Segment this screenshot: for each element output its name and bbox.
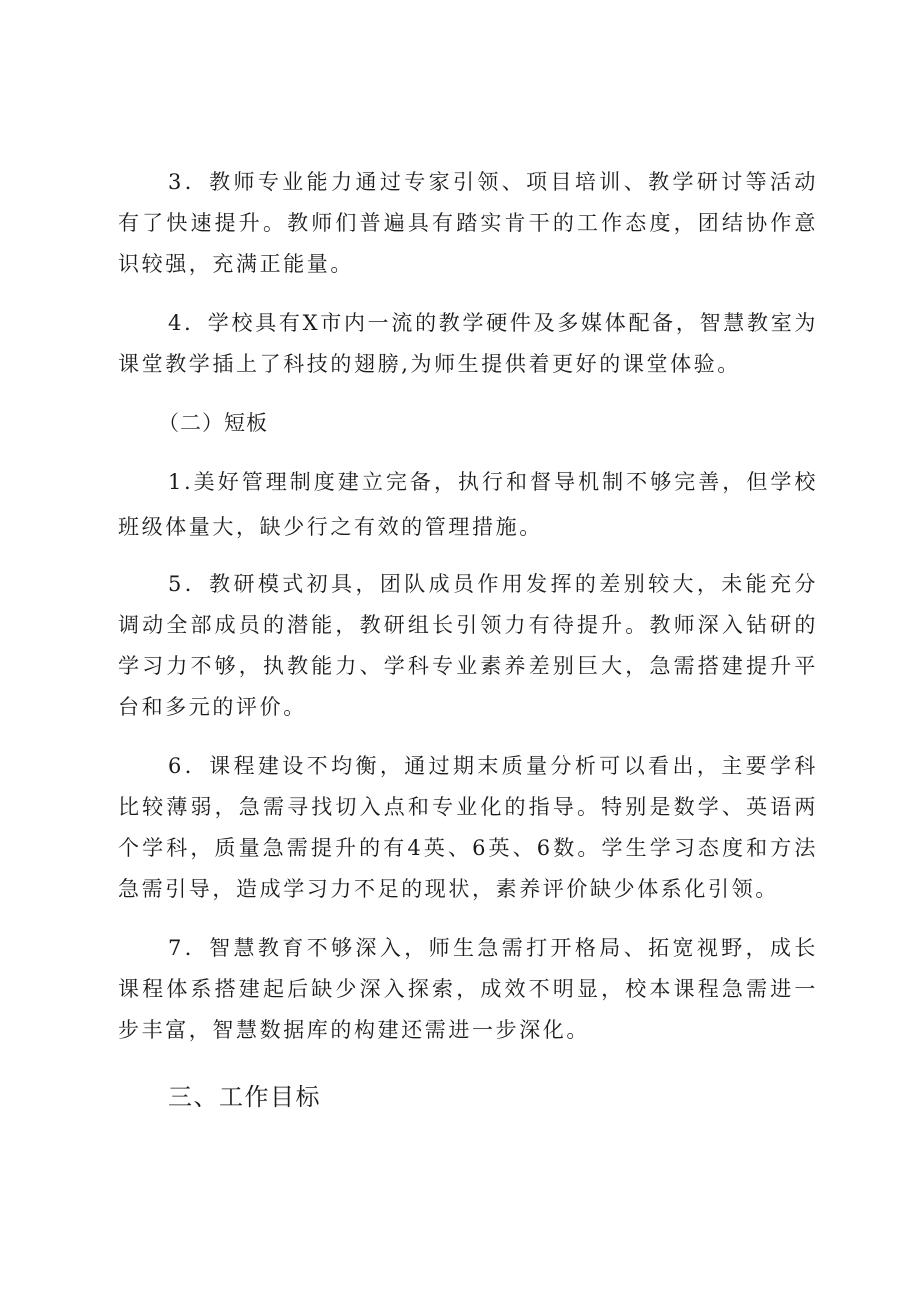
paragraph-shortcoming-5: 5．教研模式初具，团队成员作用发挥的差别较大，未能充分调动全部成员的潜能，教研组长引领力有待提升。教师深入钻研的学习力不够，执教能力、学科专业素养差别巨大，急需搭建提升平台和多元的评价。 [118,572,818,719]
paragraph-shortcoming-7: 7．智慧教育不够深入，师生急需打开格局、拓宽视野，成长课程体系搭建起后缺少深入探索，成效不明显，校本课程急需进一步丰富，智慧数据库的构建还需进一步深化。 [118,936,818,1042]
paragraph-shortcoming-1: 1.美好管理制度建立完备，执行和督导机制不够完善，但学校班级体量大，缺少行之有效的管理措施。 [118,470,818,539]
paragraph-strength-4: 4．学校具有X市内一流的教学硬件及多媒体配备，智慧教室为课堂教学插上了科技的翅膀,为师生提供着更好的课堂体验。 [118,311,818,376]
document-body [118,162,818,1119]
subheading-shortcomings: （二）短板 [158,411,268,435]
section-heading-work-goals: 三、工作目标 [168,1083,321,1111]
paragraph-strength-3: 3．教师专业能力通过专家引领、项目培训、教学研讨等活动有了快速提升。教师们普遍具有踏实肯干的工作态度，团结协作意识较强，充满正能量。 [118,170,818,276]
paragraph-shortcoming-6: 6．课程建设不均衡，通过期末质量分析可以看出，主要学科比较薄弱，急需寻找切入点和专业化的指导。特别是数学、英语两个学科，质量急需提升的有4英、6英、6数。学生学习态度和方法急需引导，造成学习力不足的现状，素养评价缺少体系化引领。 [118,754,818,901]
